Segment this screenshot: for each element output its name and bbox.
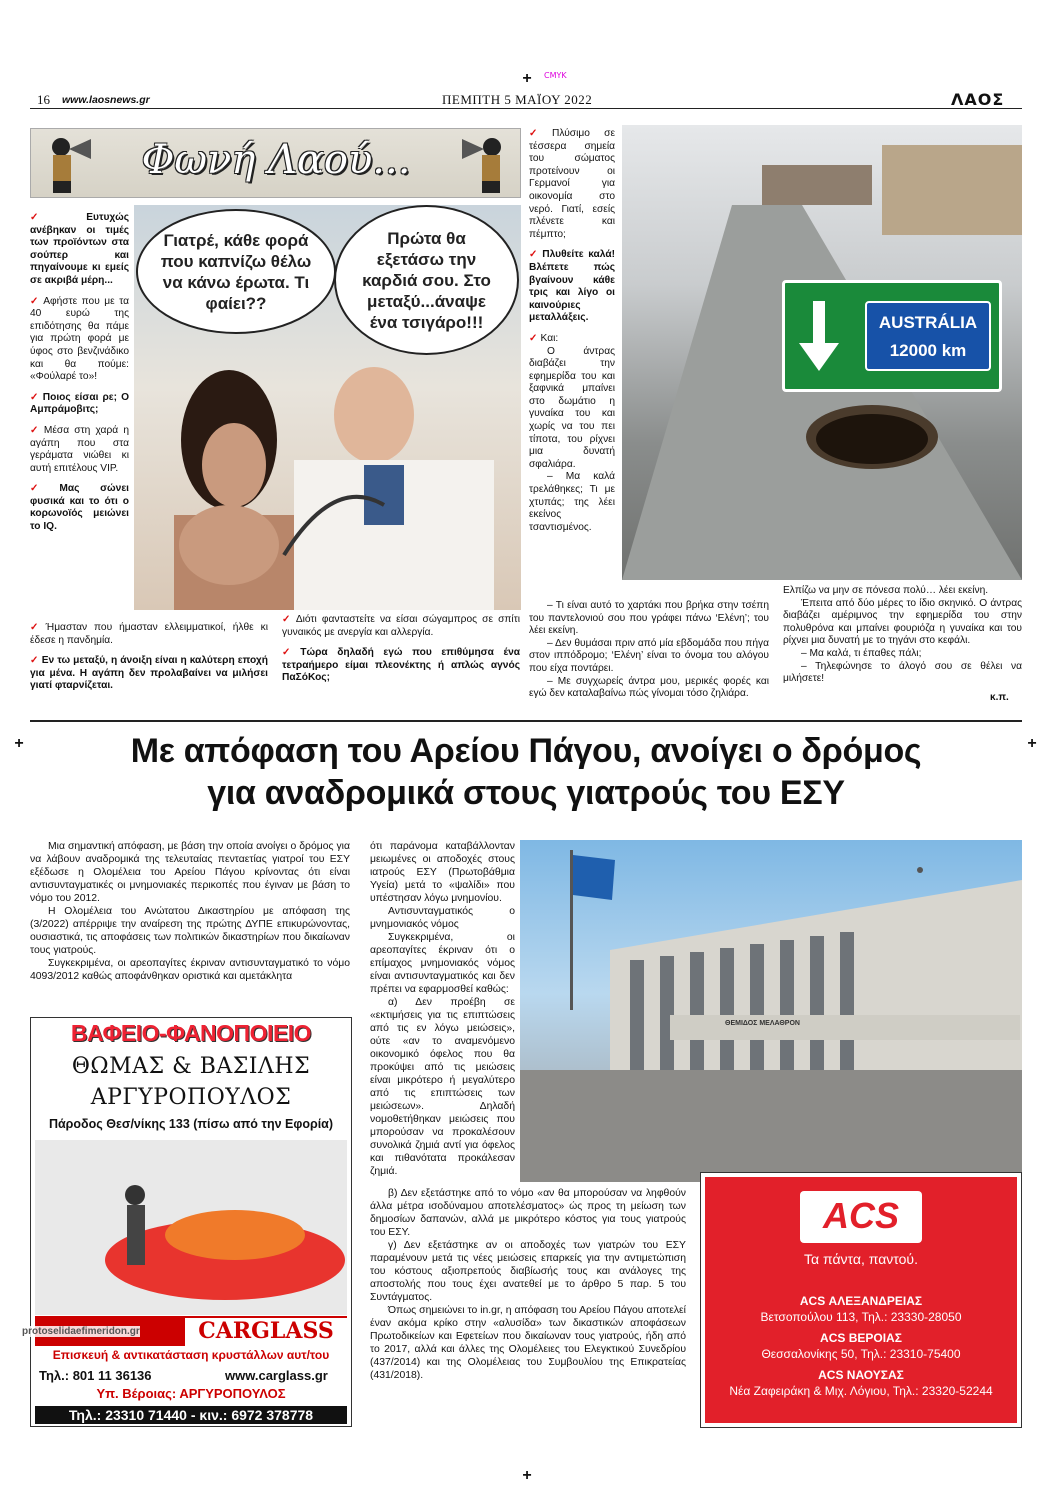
acs-slogan: Τα πάντα, παντού. xyxy=(804,1251,918,1267)
road-sign-panel xyxy=(865,301,991,371)
check-icon: ✓ xyxy=(282,614,293,625)
carglass-brand: CARGLASS xyxy=(198,1318,334,1344)
article-paragraph: γ) Δεν εξετάστηκε αν οι αποδοχές των γιατρών του ΕΣΥ παραμένουν μετά τις νέες μειώσεις επαρκείς για την αντιμετώπιση του κόστους αξιοπρεπούς διαβίωσής τους και ανάλογες της αποστολής που τους έχει ανατεθεί με το άρθρο 5 παρ. 5 του Συντάγματος. xyxy=(370,1240,686,1303)
joke-text: – Μα καλά, τι έπαθες πάλι; xyxy=(801,647,922,659)
registration-mark-top: + xyxy=(522,70,532,87)
note-text: Και: xyxy=(540,332,559,344)
building-inscription: ΘΕΜΙΔΟΣ ΜΕΛΑΘΡΟΝ xyxy=(725,1020,800,1027)
branch-name: ACS ΑΛΕΞΑΝΔΡΕΙΑΣ xyxy=(799,1294,923,1308)
article-subheading: Αντισυνταγματικός ο μνημονιακός νόμος xyxy=(370,906,515,930)
note-text: Εν τω μεταξύ, η άνοιξη είναι η καλύτερη εποχή για μένα. Η αγάπη δεν προλαβαίνει να μιλήσει γιατί φταρνίζεται. xyxy=(30,655,268,692)
cartoon-image xyxy=(134,205,521,610)
carglass-service: Επισκευή & αντικατάσταση κρυστάλλων αυτ/του xyxy=(52,1348,330,1362)
ad-paint-photo xyxy=(35,1140,347,1315)
column-banner xyxy=(30,128,521,198)
note-text: Διότι φανταστείτε να είσαι σώγαμπρος σε σπίτι γυναικός με ανεργία και αλλεργία. xyxy=(282,614,520,638)
check-icon: ✓ xyxy=(30,212,84,223)
check-icon: ✓ xyxy=(30,424,41,436)
check-icon: ✓ xyxy=(282,647,298,659)
crier-figure-left-icon xyxy=(39,133,94,195)
acs-logo-box xyxy=(800,1191,922,1243)
branch-name: ACS ΒΕΡΟΙΑΣ xyxy=(820,1331,902,1345)
ad-acs xyxy=(700,1172,1022,1428)
article-paragraph: β) Δεν εξετάστηκε από το νόμο «αν θα μπορούσαν να ληφθούν άλλα μέτρα ισοδύναμου αποτελέσματος» ώς προς τη μείωση των δημοσίων δαπανών, αλλά με μικρότερο κόστος για τους γιατρούς του ΕΣΥ. xyxy=(370,1188,686,1238)
note-text: Ευτυχώς ανέβηκαν οι τιμές των προϊόντων στα σούπερ και πηγαίνουμε κι εμείς σε ακριβά μέρη... xyxy=(30,212,129,286)
ad-paint-contacts: Τηλ.: 23310 71440 - κιν.: 6972 378778 xyxy=(35,1406,347,1424)
joke-text: Έπειτα από δύο μέρες το ίδιο σκηνικό. Ο άντρας διαβάζει αμέριμνος την εφημερίδα του στην πολυθρόνα και μπαίνει φουριόζα η γυναίκα και του ρίχνει μια δυνατή με το τηγάνι στο κεφάλι. xyxy=(783,597,1022,647)
note-text: Ποιος είσαι ρε; Ο Αμπράμοβιτς; xyxy=(30,391,129,416)
note-text: Μέσα στη χαρά η αγάπη που στα γεράματα νιώθει κι αυτή επιτέλους VIP. xyxy=(30,424,129,474)
branch-address: Νέα Ζαφειράκη & Μιχ. Λόγιου, Τηλ.: 23320-52244 xyxy=(729,1384,993,1398)
article-paragraph: α) Δεν προέβη σε «εκτιμήσεις για τις επιπτώσεις από τις εν λόγω μειώσεις», ούτε «αν το αναμενόμενο οικονομικό όφελος που θα προκύψει από τις μειώσεις είναι μικρότερο ή μεγαλύτερο από τις επιπτώσεις των μειώσεων». Δηλαδή νομοθετήθηκαν μειώσεις που μπορούσαν να προκαλέσουν συνολικά ζημιά αντί για όφελος και πιθανότατα προκάλεσαν ζημιά. xyxy=(370,997,515,1177)
website: www.laosnews.gr xyxy=(62,94,150,106)
note-text: Αφήστε που με τα 40 ευρώ της επιδότησης θα πάμε για πρώτη φορά με ύφος στο βενζινάδικο και θα πούμε: «Φούλαρέ το»! xyxy=(30,295,129,383)
ad-paint-title: ΒΑΦΕΙΟ-ΦΑΝΟΠΟΙΕΙΟ xyxy=(70,1020,312,1046)
check-icon: ✓ xyxy=(30,622,43,633)
ad-paint-names: ΘΩΜΑΣ & ΒΑΣΙΛΗΣ xyxy=(71,1054,311,1079)
headline-line-2: για αναδρομικά στους γιατρούς του ΕΣΥ xyxy=(207,774,845,812)
joke-text: – Τι είναι αυτό το χαρτάκι που βρήκα στην τσέπη του παντελονιού σου που γράφει πάνω ‘Ελένη’; του λέει εκείνη. xyxy=(529,600,769,637)
article-paragraph: Η Ολομέλεια του Ανώτατου Δικαστηρίου με απόφαση της (3/2022) απέρριψε την αναίρεση της πρώτης ΔΥΠΕ επικυρώνοντας, ουσιαστικά, τις αποφάσεις των πολιτικών δικαστηρίων που δικαίωναν τους γιατρούς. xyxy=(30,906,350,956)
joke-continuation xyxy=(529,600,769,701)
article-paragraph: ότι παράνομα καταβάλλονταν μειωμένες οι αποδοχές στους ιατρούς ΕΣΥ (Πρωτοβάθμια Υγεία) μετά το «ψαλίδι» που υπέστησαν λόγω μνημονίου. xyxy=(370,841,515,904)
crier-figure-right-icon xyxy=(459,133,514,195)
road-sign-country: AUSTRÁLIA xyxy=(878,313,978,332)
note-text: Μας σώνει φυσικά και το ότι ο κορωνοϊός μειώνει το IQ. xyxy=(30,483,129,533)
painted-car-illustration xyxy=(35,1140,347,1315)
column-left-wide-notes xyxy=(30,622,268,701)
registration-mark-bottom: + xyxy=(522,1467,532,1484)
courthouse-photo xyxy=(520,840,1022,1182)
acs-logo: ACS xyxy=(822,1195,899,1236)
branch-name: ACS ΝΑΟΥΣΑΣ xyxy=(818,1368,904,1382)
courthouse-building-illustration xyxy=(520,840,1022,1182)
joke-text: – Με συγχωρείς άντρα μου, μερικές φορές και εγώ δεν καταλαβαίνω πώς γίνομαι τόσο ζηλιάρα. xyxy=(529,675,769,700)
ad-paint-surname: ΑΡΓΥΡΟΠΟΥΛΟΣ xyxy=(90,1085,292,1110)
watermark: protoselidaefimeridon.gr xyxy=(22,1326,140,1337)
note-text: Τώρα δηλαδή εγώ που επιθύμησα ένα τετραήμερο είμαι πλεονέκτης ή απλώς αγνός ΠαΣόΚος; xyxy=(282,647,520,684)
note-text: Ήμασταν που ήμασταν ελλειμματικοί, ήλθε κι έδεσε η πανδημία. xyxy=(30,622,268,646)
carglass-rep: Υπ. Βέροιας: ΑΡΓΥΡΟΠΟΥΛΟΣ xyxy=(96,1386,286,1401)
article-paragraph: Όπως σημειώνει το in.gr, η απόφαση του Αρείου Πάγου αποτελεί έναν ακόμα κρίκο στην «αλυσίδα» των δικαστικών αποφάσεων Πρωτοδικείων και Εφετείων που δικαίωναν τους γιατρούς, ήδη από το 2017, αλλά και άλλες της Ολομέλειες του Ελεγκτικού Συνεδρίου (437/2014) και της Ολομέλειας του Συμβουλίου της Επικρατείας (431/2018). xyxy=(370,1305,686,1381)
note-text: Πλύσιμο σε τέσσερα σημεία του σώματος προτείνουν οι Γερμανοί για οικονομία στο νερό. Γιατί, εσείς πλένετε και πέμπτο; xyxy=(529,128,615,240)
column-title: Φωνή Λαού... xyxy=(141,137,411,183)
joke-text: – Τηλεφώνησε το άλογό σου σε θέλει να μιλήσετε! xyxy=(783,660,1022,685)
article-column-2 xyxy=(370,840,515,1178)
article-paragraph: Μια σημαντική απόφαση, με βάση την οποία ανοίγει ο δρόμος για να λάβουν αναδρομικά της τελευταίας πενταετίας γιατροί του ΕΣΥ εξέδωσε η Ολομέλεια του Αρείου Πάγου κρίνοντας ότι είναι αντισυνταγματικές οι μνημονιακές περικοπές που έγιναν με βάση το νόμο του 2012. xyxy=(30,841,350,904)
joke-right xyxy=(783,585,1022,686)
acs-branches xyxy=(705,1293,1017,1399)
carglass-web: www.carglass.gr xyxy=(225,1368,328,1383)
check-icon: ✓ xyxy=(30,655,39,667)
article-paragraph: Συγκεκριμένα, οι αρεοπαγίτες έκριναν αντισυνταγματικό το νόμο 4093/2012 καθώς αποφάνθηκαν οριστικά και αμετάκλητα xyxy=(30,958,350,982)
speech-bubble-right: Πρώτα θα εξετάσω την καρδιά σου. Στο μεταξύ...άναψε ένα τσιγάρο!!! xyxy=(334,205,519,355)
joke-text: Ελπίζω να μην σε πόνεσα πολύ… λέει εκείνη. xyxy=(783,585,989,596)
check-icon: ✓ xyxy=(30,295,41,307)
section-divider xyxy=(30,720,1022,722)
branch-address: Βετσοπούλου 113, Τηλ.: 23330-28050 xyxy=(760,1310,962,1324)
check-icon: ✓ xyxy=(529,332,538,344)
column-mid-wide-notes xyxy=(282,614,520,693)
ad-paint-address: Πάροδος Θεσ/νίκης 133 (πίσω από την Εφορία) xyxy=(48,1117,334,1131)
joke-text: – Δεν θυμάσαι πριν από μία εβδομάδα που πήγα στον ιππόδρομο; ‘Ελένη’ είναι το όνομα του αλόγου που είχα ποντάρει. xyxy=(529,637,769,674)
cartoon-people-illustration xyxy=(134,355,521,610)
ad-acs-panel xyxy=(705,1177,1017,1423)
joke-text: – Μα καλά τρελάθηκες; Τι με χτυπάς; της λέει εκείνος τσαντισμένος. xyxy=(529,471,615,533)
issue-date: ΠΕΜΠΤΗ 5 ΜΑΪΟΥ 2022 xyxy=(442,92,593,107)
headline-line-1: Με απόφαση του Αρείου Πάγου, ανοίγει ο δρόμος xyxy=(130,732,922,770)
article-column-3 xyxy=(370,1187,686,1382)
article-headline xyxy=(40,730,1012,814)
cmyk-strip: CMYK xyxy=(544,71,567,80)
note-text: Πλυθείτε καλά! Βλέπετε πώς βγαίνουν κάθε τρις και λίγο οι καινούριες μεταλλάξεις. xyxy=(529,249,615,324)
article-paragraph: Συγκεκριμένα, οι αρεοπαγίτες έκριναν ότι ο επίμαχος μνημονιακός νόμος είναι αντισυνταγματικός και δεν πρέπει να εφαρμοσθεί καθώς: xyxy=(370,932,515,995)
ad-paint-shop xyxy=(30,1017,352,1427)
arrow-down-icon xyxy=(799,301,839,373)
masthead-logo: ΛΑΟΣ xyxy=(951,90,1005,109)
branch-address: Θεσσαλονίκης 50, Τηλ.: 23310-75400 xyxy=(761,1347,961,1361)
registration-mark-right: + xyxy=(1027,735,1037,752)
registration-mark-left: + xyxy=(14,735,24,752)
speech-bubble-left: Γιατρέ, κάθε φορά που καπνίζω θέλω να κάνω έρωτα. Τι φαίει?? xyxy=(136,209,336,334)
column-narrow-notes xyxy=(529,128,615,534)
article-column-1 xyxy=(30,840,350,983)
page-header xyxy=(30,91,1022,109)
road-photo xyxy=(622,125,1022,580)
road-sign xyxy=(782,280,1002,392)
page-number: 16 xyxy=(37,92,50,107)
carglass-phone: Τηλ.: 801 11 36136 xyxy=(39,1368,152,1383)
check-icon: ✓ xyxy=(529,249,540,261)
check-icon: ✓ xyxy=(30,483,57,495)
joke-text: Ο άντρας διαβάζει την εφημερίδα του και ξαφνικά μπαίνει στο δωμάτιο η γυναίκα του και χωρίς να του πει τίποτα, του ρίχνει μια δυνατή σφαλιάρα. xyxy=(529,345,615,470)
column-left-notes xyxy=(30,212,129,542)
check-icon: ✓ xyxy=(529,128,549,139)
column-signature: κ.π. xyxy=(990,692,1009,703)
check-icon: ✓ xyxy=(30,391,40,403)
road-sign-distance: 12000 km xyxy=(889,341,967,360)
